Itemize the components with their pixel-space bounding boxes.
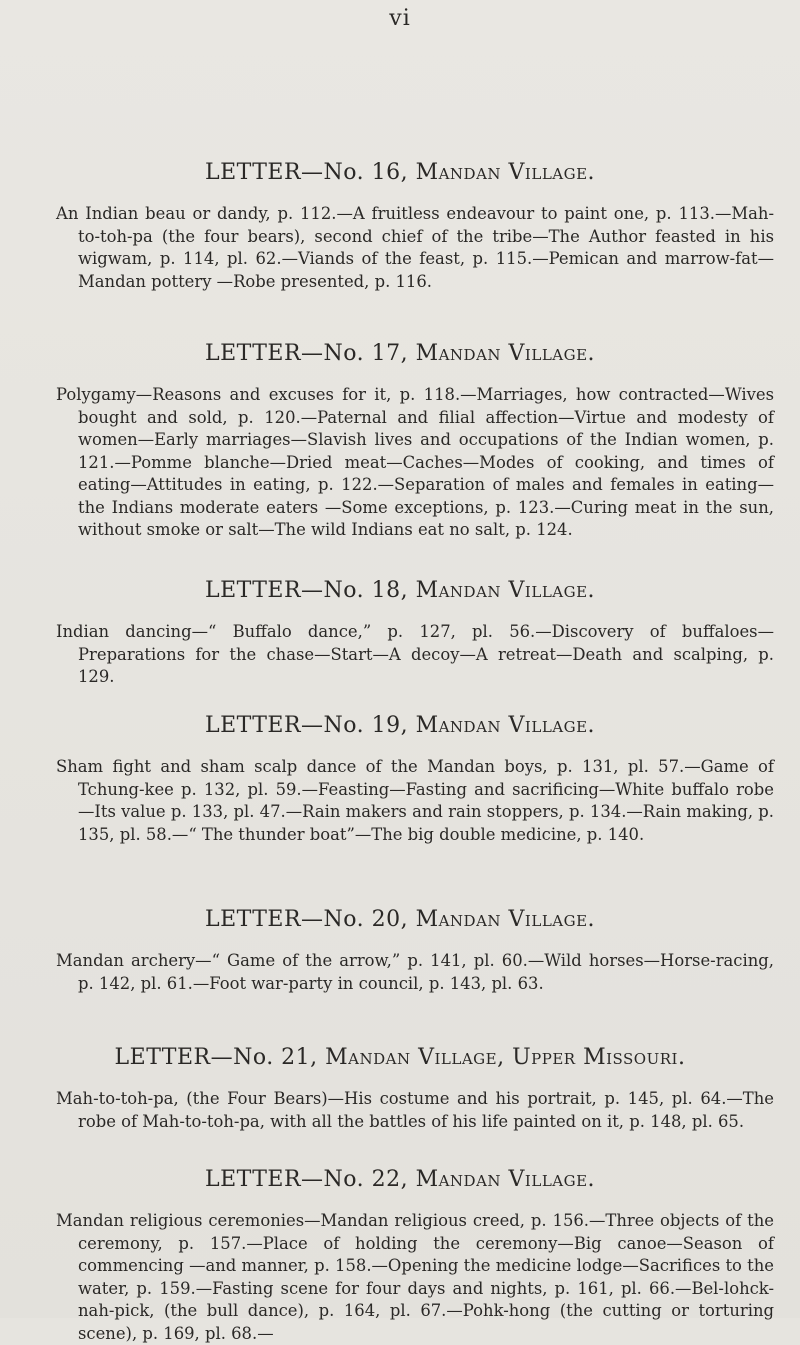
letter-summary: Mandan religious ceremonies—Mandan religious creed, p. 156.—Three objects of the ceremony, p. 157.—Place of holding the ceremony—Big canoe—Season of commencing —and manner, p. 158.—Opening the medicine lodge—Sacrifices to the water, p. 159.—Fasting scene for four days and nights, p. 161, pl. 66.—Bel-lohck-nah-pick, (the bull dance), p. 164, pl. 67.—Pohk-hong (the cutting or torturing scene), p. 169, pl. 68.—	[56, 1211, 774, 1343]
letter-19	[0, 713, 800, 846]
letter-16	[0, 160, 800, 293]
letter-heading: LETTER—No. 22, Mandan Village.	[204, 1167, 596, 1192]
letter-heading: LETTER—No. 21, Mandan Village, Upper Missouri.	[114, 1045, 686, 1070]
letter-summary: Polygamy—Reasons and excuses for it, p. 118.—Marriages, how contracted—Wives bought and sold, p. 120.—Paternal and filial affection—Virtue and modesty of women—Early marriages—Slavish lives and occupations of the Indian women, p. 121.—Pomme blanche—Dried meat—Caches—Modes of cooking, and times of eating—Attitudes in eating, p. 122.—Separation of males and females in eating—the Indians moderate eaters —Some exceptions, p. 123.—Curing meat in the sun, without smoke or salt—The wild Indians eat no salt, p. 124.	[56, 385, 774, 539]
letter-summary: Indian dancing—“ Buffalo dance,” p. 127, pl. 56.—Discovery of buffaloes—Preparations for the chase—Start—A decoy—A retreat—Death and scalping, p. 129.	[56, 622, 774, 686]
letter-20	[0, 907, 800, 995]
letter-heading: LETTER—No. 20, Mandan Village.	[204, 907, 596, 932]
letter-heading: LETTER—No. 17, Mandan Village.	[204, 341, 596, 366]
letter-heading: LETTER—No. 19, Mandan Village.	[204, 713, 596, 738]
letter-summary: Sham fight and sham scalp dance of the Mandan boys, p. 131, pl. 57.—Game of Tchung-kee p. 132, pl. 59.—Feasting—Fasting and sacrificing—White buffalo robe—Its value p. 133, pl. 47.—Rain makers and rain stoppers, p. 134.—Rain making, p. 135, pl. 58.—“ The thunder boat”—The big double medicine, p. 140.	[56, 757, 774, 844]
letter-summary: Mandan archery—“ Game of the arrow,” p. 141, pl. 60.—Wild horses—Horse-racing, p. 142, pl. 61.—Foot war-party in council, p. 143, pl. 63.	[56, 951, 774, 993]
letter-17	[0, 341, 800, 542]
page-folio: vi	[389, 6, 411, 31]
letter-21	[0, 1045, 800, 1133]
letter-heading: LETTER—No. 16, Mandan Village.	[204, 160, 596, 185]
letter-heading: LETTER—No. 18, Mandan Village.	[204, 578, 596, 603]
letter-summary: An Indian beau or dandy, p. 112.—A fruitless endeavour to paint one, p. 113.—Mah-to-toh-pa (the four bears), second chief of the tribe—The Author feasted in his wigwam, p. 114, pl. 62.—Viands of the feast, p. 115.—Pemican and marrow-fat—Mandan pottery —Robe presented, p. 116.	[56, 204, 774, 291]
letter-18	[0, 578, 800, 689]
letter-22	[0, 1167, 800, 1345]
letter-summary: Mah-to-toh-pa, (the Four Bears)—His costume and his portrait, p. 145, pl. 64.—The robe of Mah-to-toh-pa, with all the battles of his life painted on it, p. 148, pl. 65.	[56, 1089, 774, 1131]
